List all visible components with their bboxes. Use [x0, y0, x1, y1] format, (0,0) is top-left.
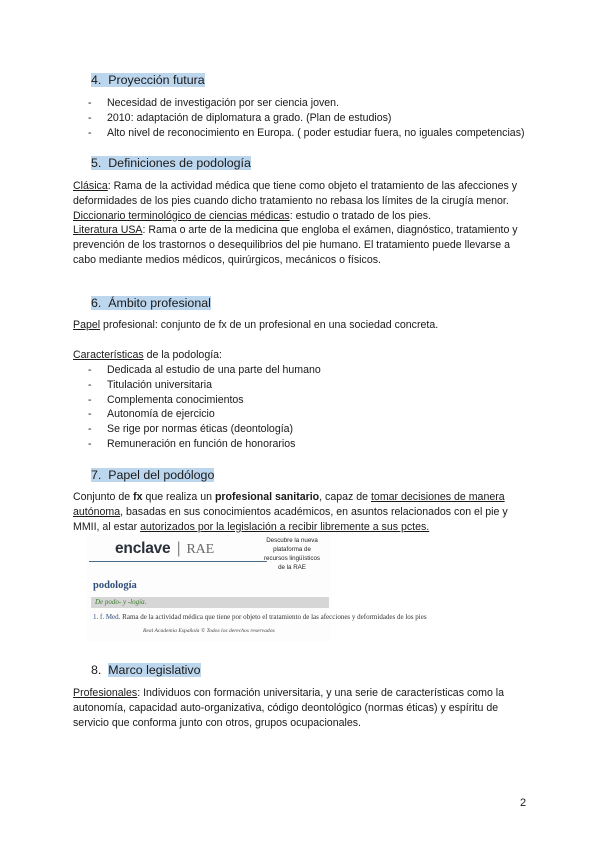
- definitions-block: [73, 179, 531, 268]
- brand-separator: |: [176, 540, 181, 557]
- definition-text: : estudio o tratado de los pies.: [289, 209, 432, 222]
- list-item: - 2010: adaptación de diplomatura a grado. (Plan de estudios): [73, 111, 531, 126]
- list-item: - Complementa conocimientos: [73, 393, 531, 408]
- papel-podologo-paragraph: [73, 490, 531, 534]
- page-number: 2: [520, 797, 527, 809]
- bold-run: profesional sanitario: [214, 491, 320, 503]
- definition-diccionario: [73, 209, 531, 224]
- heading-title: Marco legislativo: [108, 663, 201, 677]
- dictionary-image: [87, 534, 427, 642]
- heading-papel-podologo: [91, 467, 214, 483]
- definition-text: : Rama o arte de la medicina que engloba el exámen, diagnóstico, tratamiento y prevención de los trastornos o desequilibrios del pie humano. El tratamiento puede llevarse a cabo mediante medios médicos, quirúrgicos, mecánicos o físicos.: [73, 224, 518, 266]
- definition-body: Rama de la actividad médica que tiene por objeto el tratamiento de las afecciones y deformidades de los pies: [122, 613, 427, 621]
- heading-title: Ámbito profesional: [108, 296, 211, 310]
- heading-title: Proyección futura: [108, 73, 205, 87]
- heading-number: 7.: [91, 468, 102, 482]
- marco-legislativo-paragraph: [73, 686, 531, 730]
- sense-number: 1. f. Med.: [93, 613, 121, 621]
- list-item: - Necesidad de investigación por ser ciencia joven.: [73, 96, 531, 111]
- heading-number: 6.: [91, 296, 102, 310]
- list-item: - Dedicada al estudio de una parte del humano: [73, 363, 531, 378]
- text-run: , capaz de: [319, 491, 371, 503]
- dictionary-definition: [93, 613, 427, 621]
- enclave-logo: [115, 540, 214, 558]
- text-run: , basadas en sus conocimientos académicos, en asuntos relacionados con el pie y MMII, al estar: [73, 505, 508, 533]
- brand-name: enclave: [115, 540, 171, 557]
- brand-rule: [89, 561, 267, 562]
- heading-number: 5.: [91, 156, 102, 170]
- list-item: - Remuneración en función de honorarios: [73, 437, 531, 452]
- list-item: - Alto nivel de reconocimiento en Europa. ( poder estudiar fuera, no iguales competencias): [73, 126, 531, 141]
- brand-rae: RAE: [186, 542, 214, 557]
- profesionales-term: Profesionales: [73, 687, 138, 699]
- bold-run: fx: [133, 491, 143, 503]
- heading-number: 4.: [91, 73, 102, 87]
- definition-term: Clásica: [73, 180, 108, 192]
- heading-number: 8.: [91, 663, 102, 677]
- definition-term: Diccionario terminológico de ciencias médicas: [73, 209, 290, 222]
- heading-title: Definiciones de podología: [108, 156, 251, 170]
- papel-profesional: [73, 318, 531, 333]
- heading-ambito: [91, 295, 211, 311]
- definition-clasica: [73, 179, 531, 209]
- promo-text: Descubre la nueva plataforma de recursos lingüísticos de la RAE: [263, 537, 321, 571]
- underlined-run: autorizados por la legislación a recibir libremente a sus pctes.: [140, 520, 430, 533]
- heading-marco-legislativo: [91, 662, 201, 678]
- definition-term: Literatura USA: [73, 224, 143, 237]
- caracteristicas-intro: [73, 348, 531, 363]
- caracteristicas-text: de la podología:: [143, 349, 222, 361]
- etymology: De podo- y -logía.: [95, 598, 147, 606]
- heading-proyeccion-futura: [91, 72, 205, 88]
- heading-definiciones: [91, 155, 251, 171]
- list-item: - Autonomía de ejercicio: [73, 407, 531, 422]
- list-item: - Se rige por normas éticas (deontología): [73, 422, 531, 437]
- text-run: que realiza un: [142, 491, 215, 503]
- dictionary-footer: Real Academia Española © Todos los derechos reservados: [143, 628, 275, 634]
- papel-term: Papel: [73, 319, 101, 331]
- definition-usa: [73, 223, 531, 267]
- papel-text: profesional: conjunto de fx de un profesional en una sociedad concreta.: [100, 319, 439, 331]
- list-proyeccion: [73, 96, 531, 140]
- definition-text: : Rama de la actividad médica que tiene como objeto el tratamiento de las afecciones y deformidades de los pies cuando dicho tratamiento no rebasa los límites de la cirugía menor.: [73, 180, 518, 207]
- list-caracteristicas: [73, 363, 531, 452]
- text-run: Conjunto de: [73, 491, 134, 503]
- caracteristicas-term: Características: [73, 349, 144, 361]
- dictionary-word: podología: [93, 580, 137, 591]
- underlined-run: tomar decisiones de manera autónoma: [73, 491, 505, 518]
- profesionales-text: : Individuos con formación universitaria, y una serie de características como la autonomía, capacidad auto-organizativa, código deontológico (normas éticas) y espíritu de servicio que conforma junto con otros, grupos ocupacionales.: [73, 687, 505, 729]
- heading-title: Papel del podólogo: [108, 468, 215, 482]
- list-item: - Titulación universitaria: [73, 378, 531, 393]
